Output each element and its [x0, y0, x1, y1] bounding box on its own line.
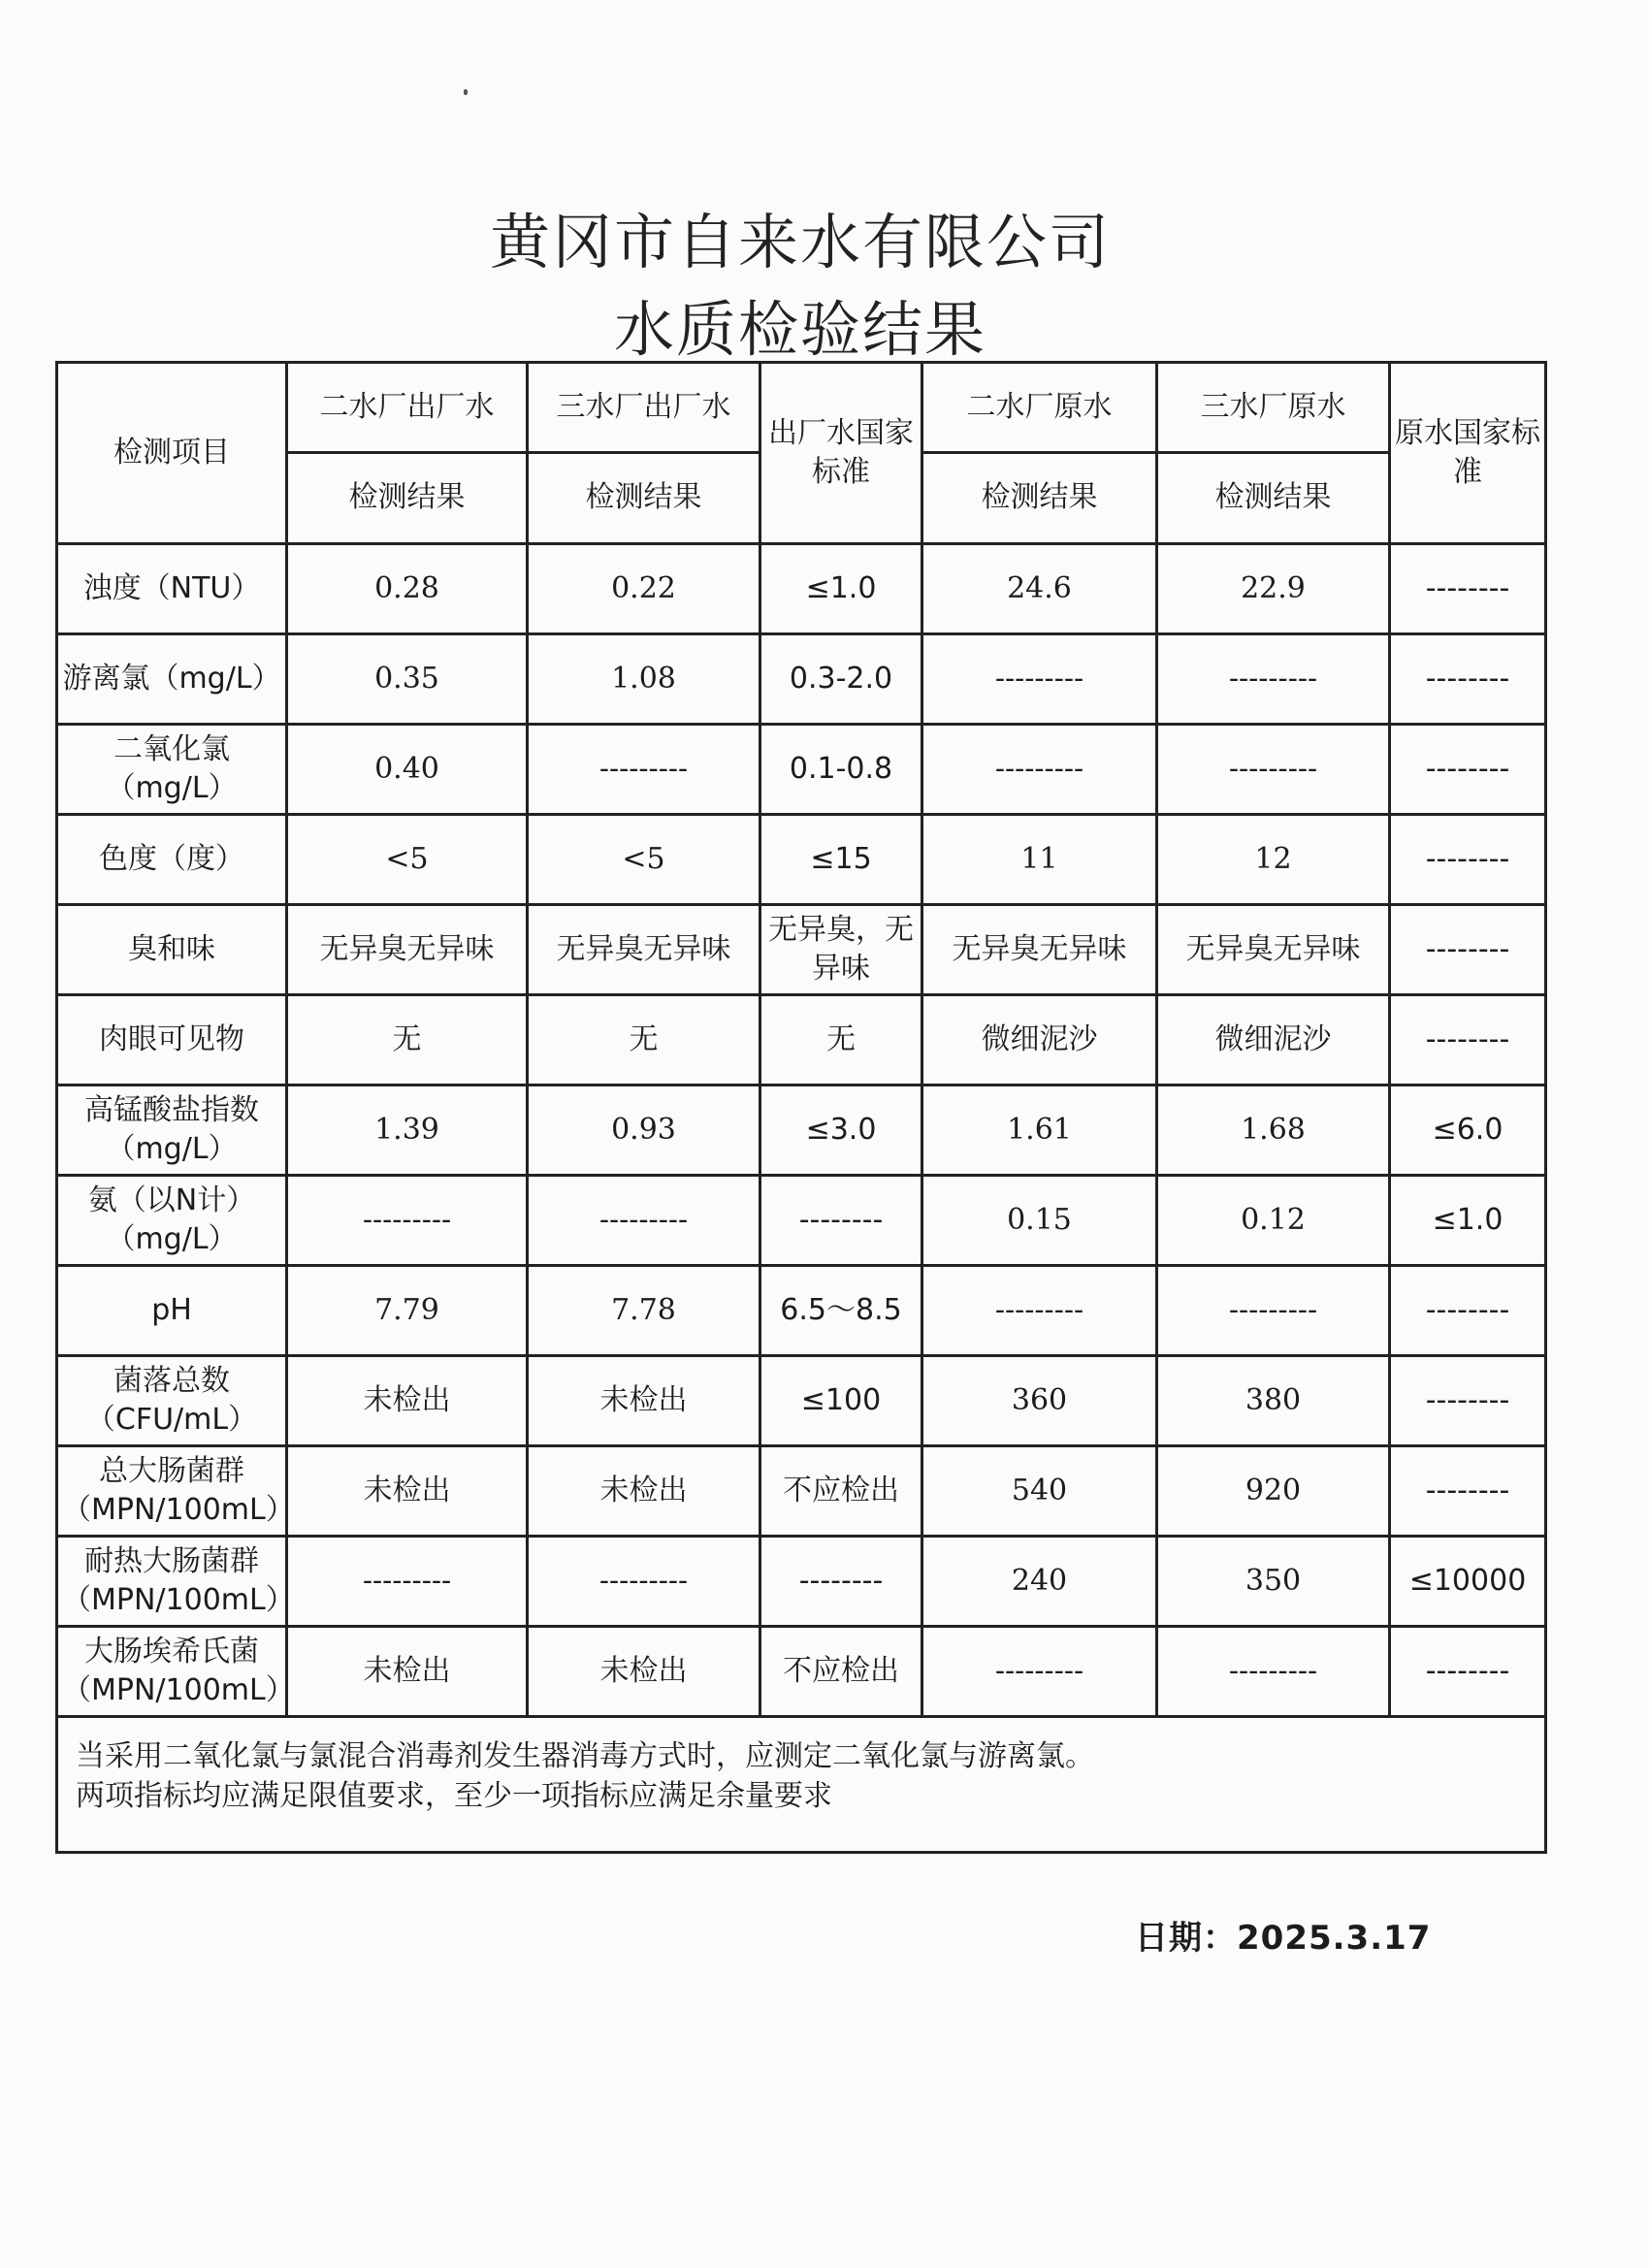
- row-cell-s1: ≤100: [760, 1356, 922, 1446]
- row-item-label: 肉眼可见物: [57, 995, 287, 1085]
- row-cell-v3: ---------: [922, 1266, 1157, 1356]
- row-cell-v4: 12: [1157, 815, 1390, 905]
- table-row: [57, 1176, 1546, 1266]
- row-item-label: 臭和味: [57, 905, 287, 995]
- row-item-label: 耐热大肠菌群（MPN/100mL）: [57, 1537, 287, 1627]
- header-raw-standard: 原水国家标准: [1390, 363, 1546, 544]
- row-cell-s2: --------: [1390, 725, 1546, 815]
- row-cell-v4: ---------: [1157, 725, 1390, 815]
- row-cell-v1: ---------: [287, 1537, 528, 1627]
- row-cell-s2: --------: [1390, 634, 1546, 725]
- row-cell-v2: 未检出: [528, 1627, 760, 1717]
- table-row: [57, 815, 1546, 905]
- table-note: [57, 1717, 1546, 1853]
- row-cell-s2: --------: [1390, 905, 1546, 995]
- scan-speck: [464, 89, 468, 95]
- row-cell-v2: 无异臭无异味: [528, 905, 760, 995]
- header-item: 检测项目: [57, 363, 287, 544]
- row-cell-s2: --------: [1390, 1356, 1546, 1446]
- report-title: 水质检验结果: [613, 294, 986, 365]
- row-cell-s1: 不应检出: [760, 1627, 922, 1717]
- row-cell-s2: --------: [1390, 815, 1546, 905]
- row-item-label: 总大肠菌群（MPN/100mL）: [57, 1446, 287, 1537]
- row-cell-v1: 0.35: [287, 634, 528, 725]
- header-plant2-raw: 二水厂原水: [922, 363, 1157, 453]
- note-line-1: 当采用二氧化氯与氯混合消毒剂发生器消毒方式时，应测定二氧化氯与游离氯。: [76, 1739, 1094, 1773]
- row-cell-v2: <5: [528, 815, 760, 905]
- row-cell-s2: --------: [1390, 1446, 1546, 1537]
- header-plant3-raw: 三水厂原水: [1157, 363, 1390, 453]
- row-cell-s2: --------: [1390, 544, 1546, 634]
- row-cell-s2: ≤1.0: [1390, 1176, 1546, 1266]
- table-row: [57, 1627, 1546, 1717]
- row-cell-v1: <5: [287, 815, 528, 905]
- row-cell-s1: 无: [760, 995, 922, 1085]
- sub-header: 检测结果: [922, 453, 1157, 544]
- row-cell-s1: --------: [760, 1537, 922, 1627]
- row-cell-v4: 350: [1157, 1537, 1390, 1627]
- row-item-label: 高锰酸盐指数（mg/L）: [57, 1085, 287, 1176]
- row-cell-v2: ---------: [528, 1176, 760, 1266]
- row-item-label: 浊度（NTU）: [57, 544, 287, 634]
- row-cell-v3: 无异臭无异味: [922, 905, 1157, 995]
- row-cell-v3: 1.61: [922, 1085, 1157, 1176]
- table-row: [57, 725, 1546, 815]
- header-plant2-out: 二水厂出厂水: [287, 363, 528, 453]
- row-cell-v3: ---------: [922, 1627, 1157, 1717]
- row-cell-s2: ≤6.0: [1390, 1085, 1546, 1176]
- row-cell-v3: 11: [922, 815, 1157, 905]
- table-row: [57, 905, 1546, 995]
- row-item-label: 色度（度）: [57, 815, 287, 905]
- table-row: [57, 1266, 1546, 1356]
- table-row: [57, 1356, 1546, 1446]
- row-item-label: pH: [57, 1266, 287, 1356]
- row-cell-v4: 微细泥沙: [1157, 995, 1390, 1085]
- row-cell-v3: 240: [922, 1537, 1157, 1627]
- row-cell-s2: --------: [1390, 1627, 1546, 1717]
- row-cell-v1: 0.40: [287, 725, 528, 815]
- row-cell-v4: 920: [1157, 1446, 1390, 1537]
- row-cell-v1: ---------: [287, 1176, 528, 1266]
- row-cell-v1: 7.79: [287, 1266, 528, 1356]
- row-cell-v2: 0.93: [528, 1085, 760, 1176]
- table-row: [57, 1446, 1546, 1537]
- row-cell-v3: 24.6: [922, 544, 1157, 634]
- row-cell-s2: --------: [1390, 1266, 1546, 1356]
- row-cell-s1: 6.5～8.5: [760, 1266, 922, 1356]
- row-cell-v4: ---------: [1157, 1266, 1390, 1356]
- sub-header: 检测结果: [1157, 453, 1390, 544]
- row-item-label: 氨（以N计）（mg/L）: [57, 1176, 287, 1266]
- row-cell-v3: 微细泥沙: [922, 995, 1157, 1085]
- row-cell-v2: 未检出: [528, 1356, 760, 1446]
- row-item-label: 大肠埃希氏菌（MPN/100mL）: [57, 1627, 287, 1717]
- row-cell-v4: 0.12: [1157, 1176, 1390, 1266]
- row-cell-v3: 360: [922, 1356, 1157, 1446]
- row-item-label: 游离氯（mg/L）: [57, 634, 287, 725]
- row-cell-v3: ---------: [922, 725, 1157, 815]
- row-cell-v4: 22.9: [1157, 544, 1390, 634]
- row-cell-s2: --------: [1390, 995, 1546, 1085]
- row-cell-v2: ---------: [528, 1537, 760, 1627]
- row-cell-s1: 0.3-2.0: [760, 634, 922, 725]
- header-plant3-out: 三水厂出厂水: [528, 363, 760, 453]
- row-cell-v4: ---------: [1157, 634, 1390, 725]
- row-cell-v3: 0.15: [922, 1176, 1157, 1266]
- row-cell-v2: 无: [528, 995, 760, 1085]
- row-cell-v2: 7.78: [528, 1266, 760, 1356]
- row-cell-v1: 1.39: [287, 1085, 528, 1176]
- row-cell-v4: 380: [1157, 1356, 1390, 1446]
- row-cell-v1: 未检出: [287, 1356, 528, 1446]
- row-cell-v3: ---------: [922, 634, 1157, 725]
- row-cell-v1: 0.28: [287, 544, 528, 634]
- row-cell-s1: ≤15: [760, 815, 922, 905]
- header-out-standard: 出厂水国家标准: [760, 363, 922, 544]
- row-cell-v3: 540: [922, 1446, 1157, 1537]
- row-cell-v1: 无: [287, 995, 528, 1085]
- row-item-label: 二氧化氯（mg/L）: [57, 725, 287, 815]
- row-cell-v2: 0.22: [528, 544, 760, 634]
- table-row: [57, 634, 1546, 725]
- table-row: [57, 1085, 1546, 1176]
- sub-header: 检测结果: [287, 453, 528, 544]
- row-cell-s1: ≤1.0: [760, 544, 922, 634]
- row-cell-s1: 无异臭，无异味: [760, 905, 922, 995]
- water-quality-table: [55, 361, 1547, 1854]
- row-cell-v2: 1.08: [528, 634, 760, 725]
- row-cell-v1: 无异臭无异味: [287, 905, 528, 995]
- table-row: [57, 544, 1546, 634]
- row-cell-v2: ---------: [528, 725, 760, 815]
- row-cell-s1: 不应检出: [760, 1446, 922, 1537]
- row-cell-v2: 未检出: [528, 1446, 760, 1537]
- row-cell-v4: 1.68: [1157, 1085, 1390, 1176]
- sub-header: 检测结果: [528, 453, 760, 544]
- row-cell-v1: 未检出: [287, 1446, 528, 1537]
- row-cell-s1: --------: [760, 1176, 922, 1266]
- report-date: 日期：2025.3.17: [1135, 1919, 1432, 1958]
- row-item-label: 菌落总数（CFU/mL）: [57, 1356, 287, 1446]
- table-row: [57, 995, 1546, 1085]
- company-title: 黄冈市自来水有限公司: [489, 207, 1111, 277]
- table-row: [57, 1537, 1546, 1627]
- row-cell-v4: 无异臭无异味: [1157, 905, 1390, 995]
- row-cell-s2: ≤10000: [1390, 1537, 1546, 1627]
- row-cell-s1: ≤3.0: [760, 1085, 922, 1176]
- row-cell-s1: 0.1-0.8: [760, 725, 922, 815]
- row-cell-v4: ---------: [1157, 1627, 1390, 1717]
- row-cell-v1: 未检出: [287, 1627, 528, 1717]
- note-line-2: 两项指标均应满足限值要求，至少一项指标应满足余量要求: [76, 1778, 832, 1813]
